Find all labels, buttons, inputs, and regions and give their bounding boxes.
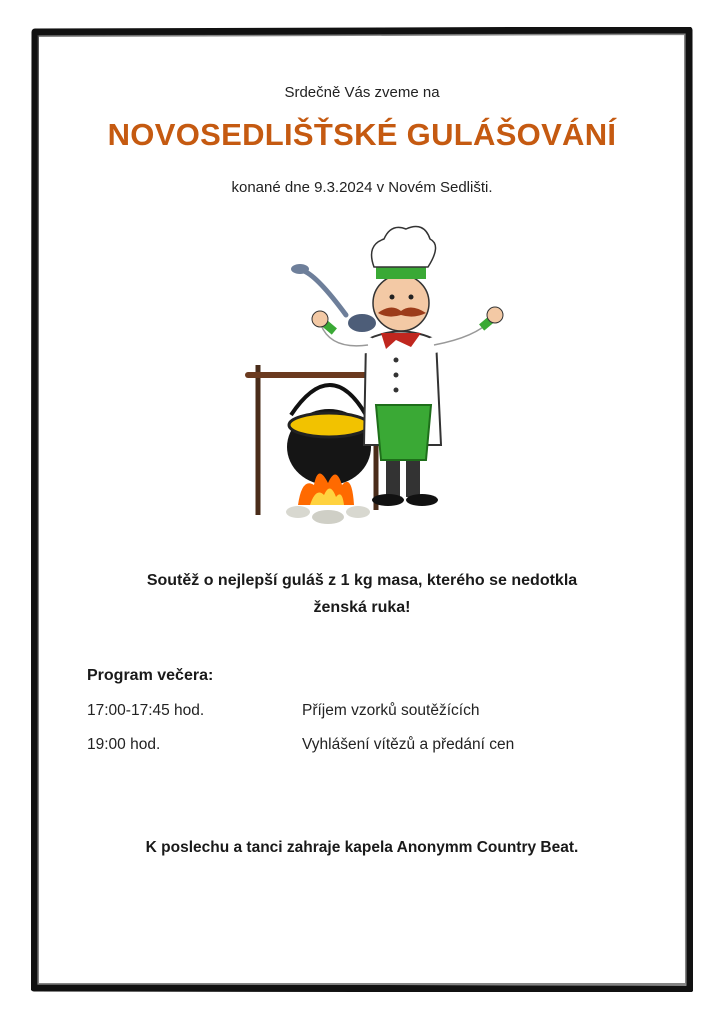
event-title: NOVOSEDLIŠŤSKÉ GULÁŠOVÁNÍ	[107, 117, 617, 152]
music-announcement: K poslechu a tanci zahraje kapela Anonymm Country Beat.	[145, 839, 579, 856]
chef-cooking-illustration	[236, 215, 506, 535]
program-item	[87, 702, 647, 724]
poster	[31, 27, 693, 992]
program-item	[87, 736, 647, 758]
program-heading: Program večera:	[87, 667, 214, 684]
contest-line-2: ženská ruka!	[313, 599, 411, 616]
program-time: 17:00-17:45 hod.	[87, 702, 205, 719]
program-time: 19:00 hod.	[87, 736, 161, 753]
program-event: Vyhlášení vítězů a předání cen	[302, 736, 515, 753]
contest-description	[81, 567, 643, 621]
program-event: Příjem vzorků soutěžících	[302, 702, 480, 719]
contest-line-1: Soutěž o nejlepší guláš z 1 kg masa, kterého se nedotkla	[146, 572, 578, 589]
event-date-line: konané dne 9.3.2024 v Novém Sedlišti.	[231, 179, 493, 196]
invite-line: Srdečně Vás zveme na	[284, 84, 440, 101]
